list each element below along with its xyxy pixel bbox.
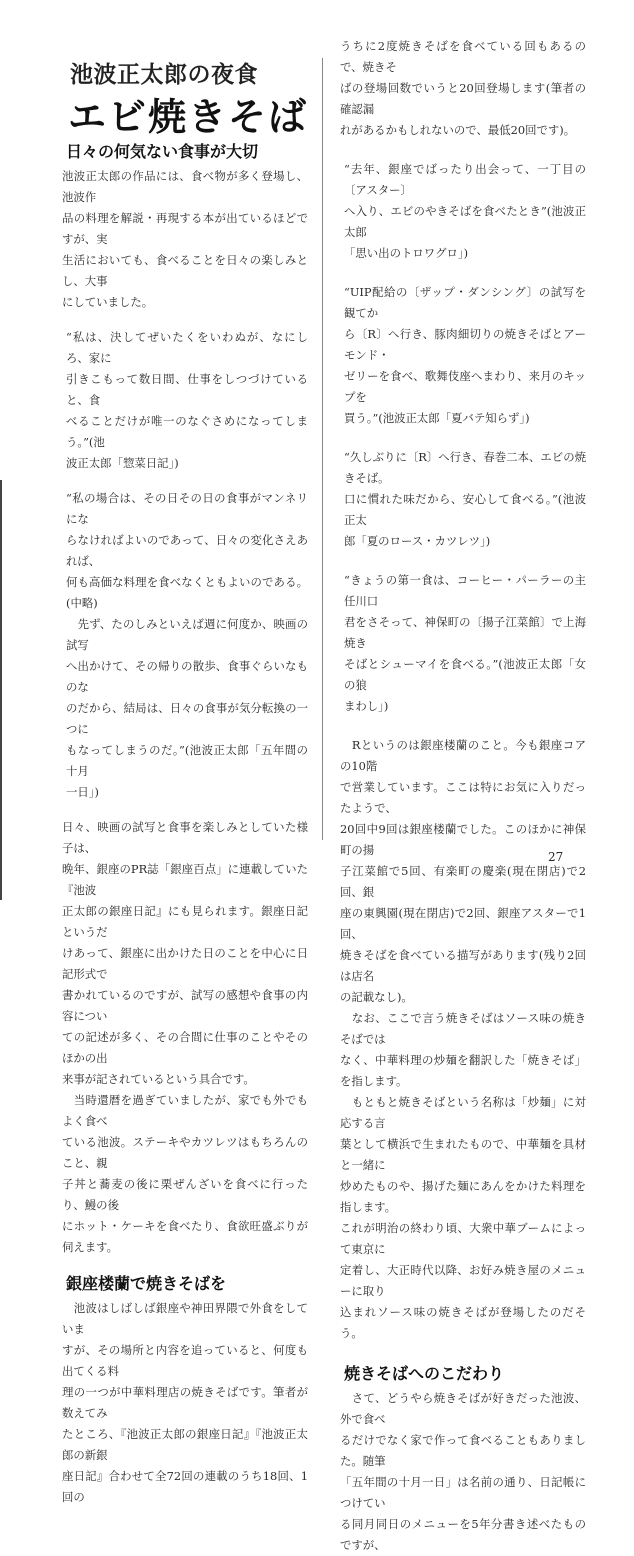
section-heading-ginza-rouran: 銀座楼蘭で焼きそばを — [66, 1274, 227, 1293]
section-heading-yakisoba-kodawari: 焼きそばへのこだわり — [344, 1364, 505, 1383]
right-column — [340, 36, 586, 1556]
paragraph: うちに2度焼きそばを食べている回もあるので、焼きそ ばの登場回数でいうと20回登場します(筆者の確認漏 れがあるかもしれないので、最低20回です)。 — [340, 39, 586, 137]
paragraph: さて、どうやら焼きそばが好きだった池波、外で食べ るだけでなく家で作って食べることもありました。随筆 「五年間の十月一日」は名前の通り、日記帳につけてい る同月同日のメニューを5年分書き述べたものですが、 — [340, 1391, 586, 1552]
quote-gonenkan: “私の場合は、その日その日の食事がマンネリにな らなければよいのであって、日々の変化さえあれば、 何も高価な料理を食べなくともよいのである。(中略) 先ず、たのしみといえば週に何度か、映画の試写 へ出かけて、その帰りの散歩、食事ぐらいなものな のだから、結局は、日々の食事が気分転換の一つに もなってしまうのだ。”(池波正太郎「五年間の十月 一日」) — [66, 491, 308, 799]
quote-zap-dancing: “UIP配給の〔ザップ・ダンシング〕の試写を観てか ら〔R〕へ行き、豚肉細切りの焼きそばとアーモンド・ ゼリーを食べ、歌舞伎座へまわり、来月のキップを 買う。”(池波正太郎「夏バテ知らず」) — [344, 285, 586, 425]
quote-yousukou: “きょうの第一食は、コーヒー・パーラーの主任川口 君をさそって、神保町の〔揚子江菜館〕で上海焼き そばとシューマイを食べる。”(池波正太郎「女の狼 まわし」) — [344, 573, 586, 713]
quote-sozai-nikki: “私は、決してぜいたくをいわぬが、なにしろ、家に 引きこもって数日間、仕事をしつづけていると、食 べることだけが唯一のなぐさめになってしまう。”(池 波正太郎「惣菜日記」) — [66, 330, 308, 470]
paragraph: 池波はしばしば銀座や神田界隈で外食をしていま すが、その場所と内容を追っていると、何度も出てくる料 理の一つが中華料理店の焼きそばです。筆者が数えてみ たところ、『池波正太郎の銀座日記』『池波正太郎の新銀 座日記』合わせて全72回の連載のうち18回、1回の — [62, 1301, 308, 1504]
article-title: エビ焼きそば — [68, 94, 309, 139]
section-heading-daily-meals: 日々の何気ない食事が大切 — [66, 142, 259, 161]
paragraph: 日々、映画の試写と食事を楽しみとしていた様子は、 晩年、銀座のPR誌「銀座百点」に連載していた『池波 正太郎の銀座日記』にも見られます。銀座日記というだ けあって、銀座に出かけた日のことを中心に日記形式で 書かれているのですが、試写の感想や食事の内容につい ての記述が多く、その合間に仕事のことやそのほかの出 来事が記されているという具合です。 当時還暦を過ぎていましたが、家でも外でもよく食べ ている池波。ステーキやカツレツはもちろんのこと、親 子丼と蕎麦の後に栗ぜんざいを食べに行ったり、鰻の後 にホット・ケーキを食べたり、食欲旺盛ぶりが伺えます。 — [62, 820, 308, 1254]
paragraph: 池波正太郎の作品には、食べ物が多く登場し、池波作 品の料理を解説・再現する本が出ているほどですが、実 生活においても、食べることを日々の楽しみとし、大事 にしていました。 — [62, 169, 308, 309]
column-divider — [322, 58, 323, 840]
quote-aster: “去年、銀座でばったり出会って、一丁目の〔アスター〕 へ入り、エビのやきそばを食べたとき”(池波正太郎 「思い出のトロワグロ」) — [344, 162, 586, 260]
page-edge-line — [0, 480, 2, 900]
quote-harumaki: “久しぶりに〔R〕へ行き、春巻二本、エビの焼きそば。 口に慣れた味だから、安心して食べる。”(池波正太 郎「夏のロース・カツレツ」) — [344, 450, 586, 548]
article-subtitle: 池波正太郎の夜食 — [70, 61, 258, 88]
left-column — [62, 140, 308, 1508]
page-number: 27 — [548, 850, 564, 864]
paragraph: Rというのは銀座楼蘭のこと。今も銀座コアの10階 で営業しています。ここは特にお気に入りだったようで、 20回中9回は銀座楼蘭でした。このほかに神保町の揚 子江菜館で5回、有楽町の慶楽(現在閉店)で2回、銀 座の東興園(現在閉店)で2回、銀座アスターで1回、 焼きそばを食べている描写があります(残り2回は店名 の記載なし)。 なお、ここで言う焼きそばはソース味の焼きそばでは なく、中華料理の炒麺を翻訳した「焼きそば」を指します。 もともと焼きそばという名称は「炒麺」に対応する言 葉として横浜で生まれたもので、中華麺を具材と一緒に 炒めたものや、揚げた麺にあんをかけた料理を指します。 これが明治の終わり頃、大衆中華ブームによって東京に 定着し、大正時代以降、お好み焼き屋のメニューに取り 込まれソース味の焼きそばが登場したのだそう。 — [340, 738, 586, 1340]
